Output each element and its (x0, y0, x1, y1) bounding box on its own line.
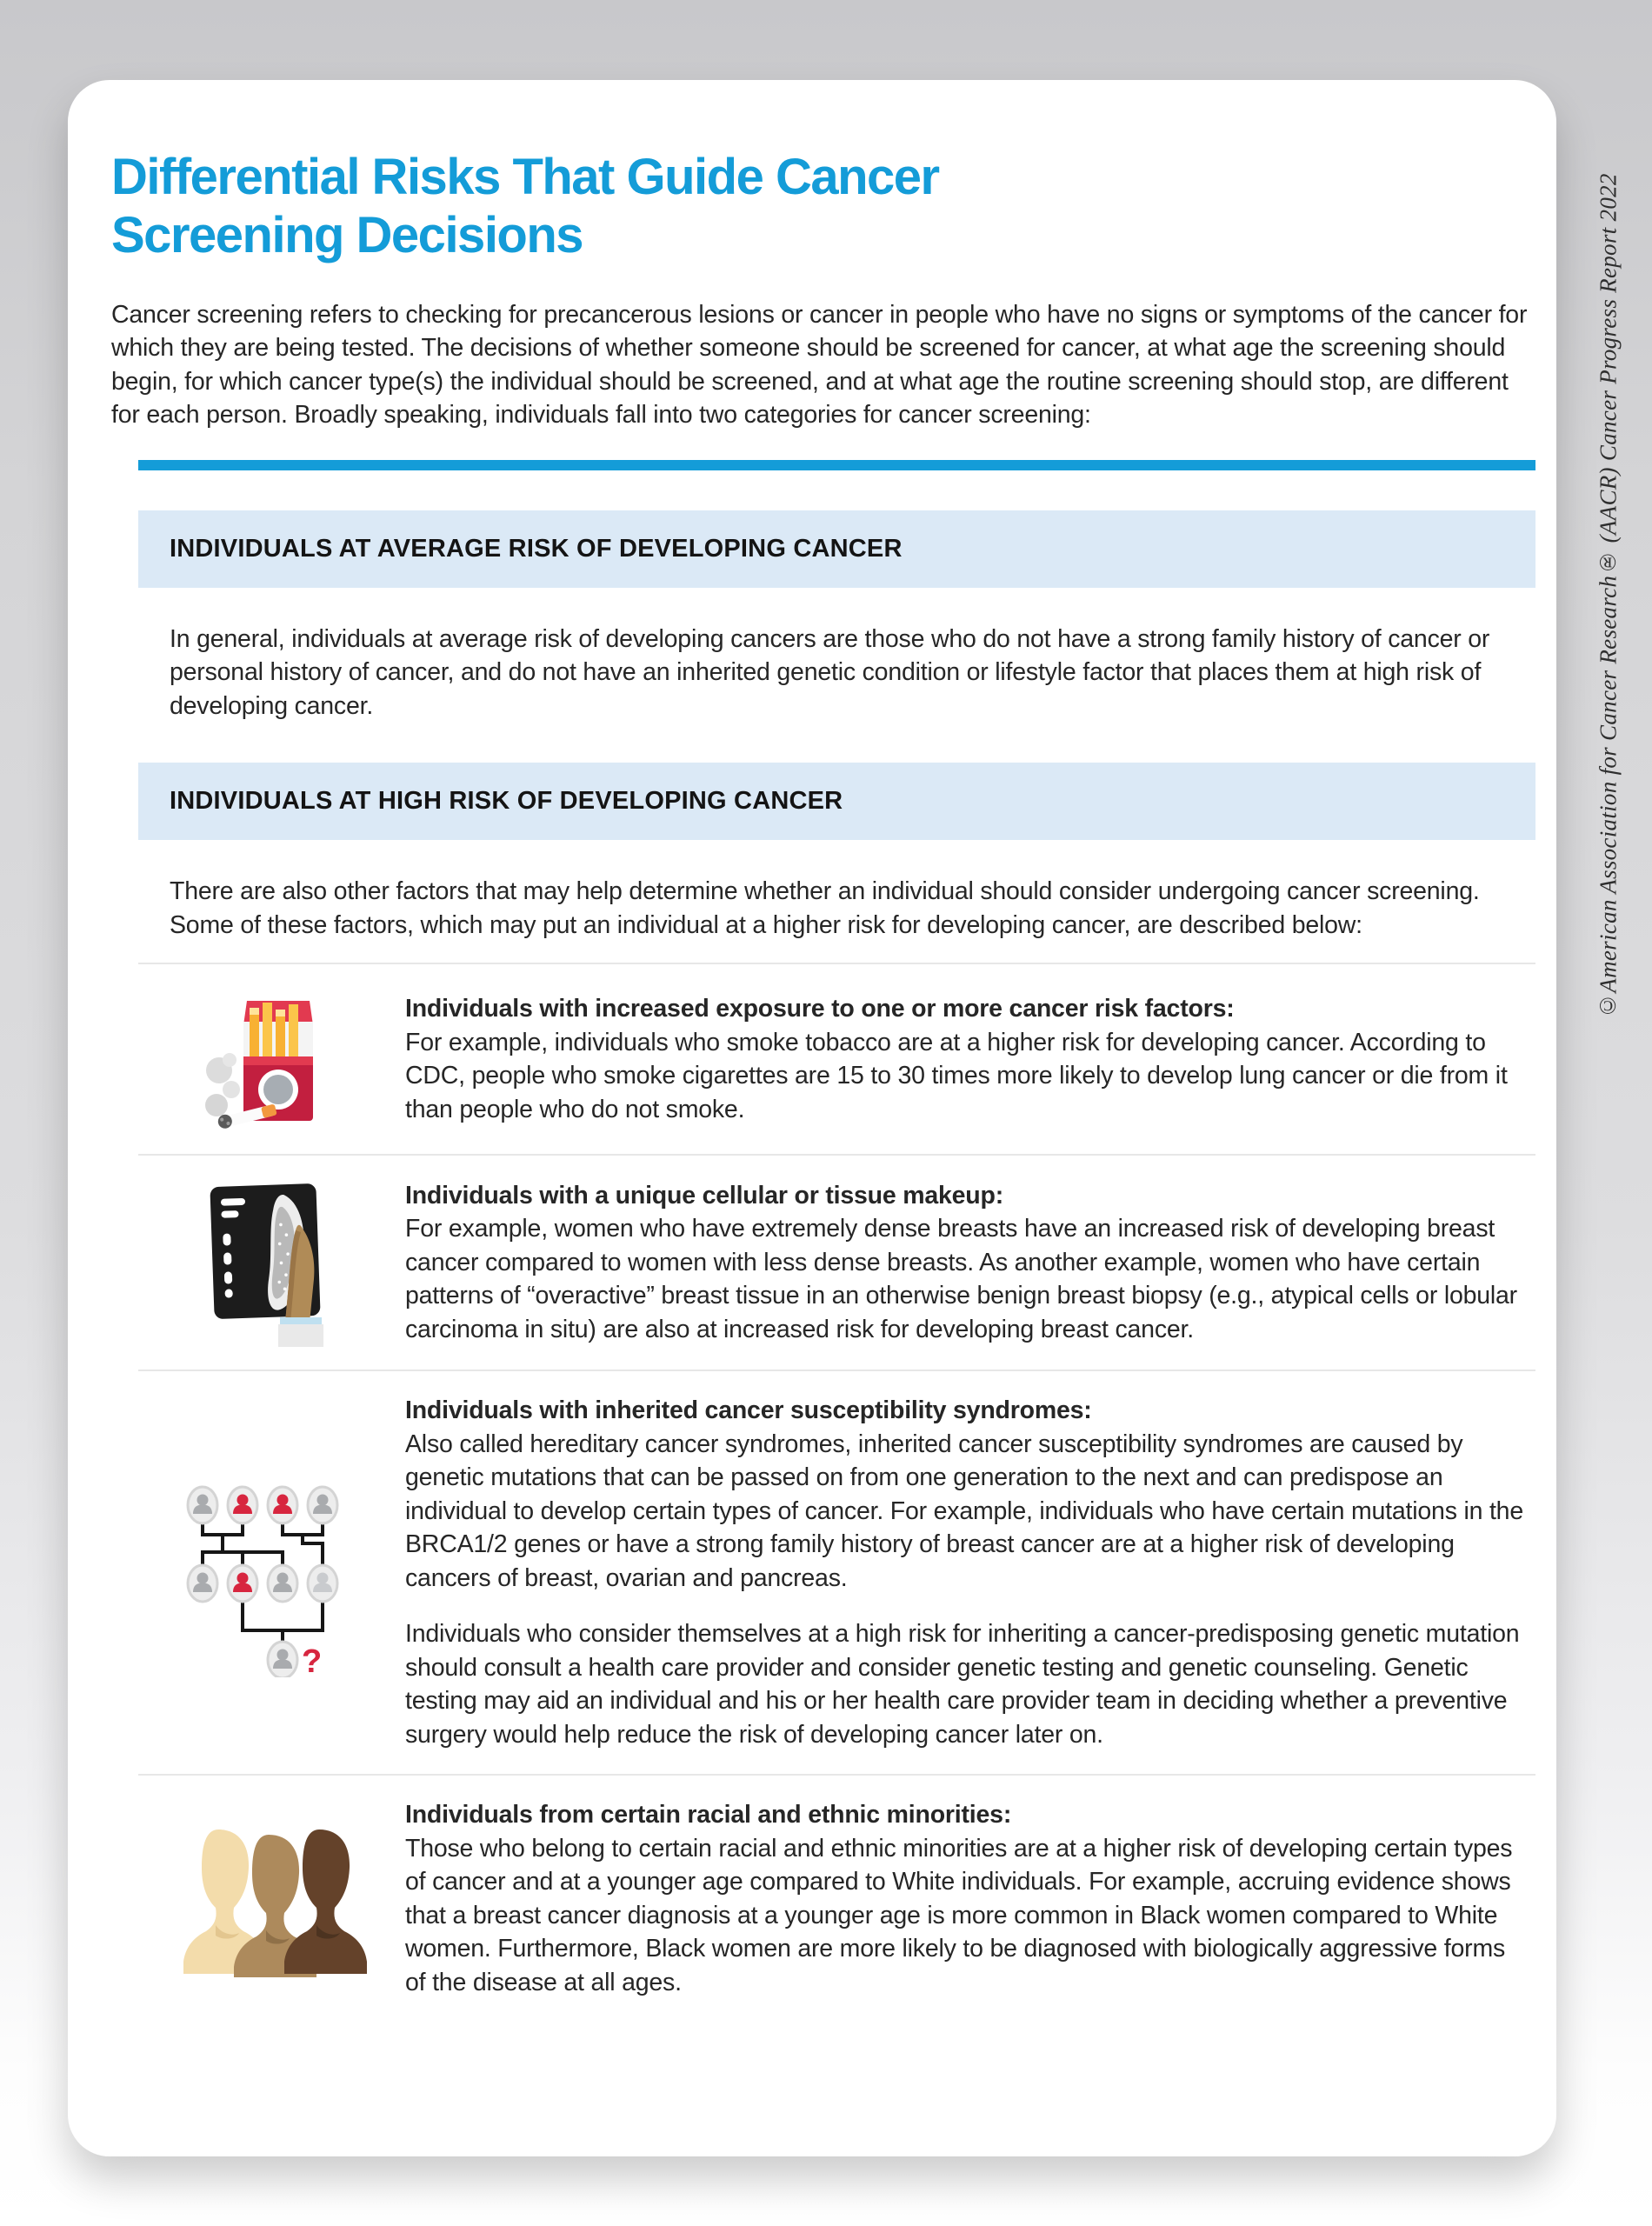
risk-factor-paragraph: Also called hereditary cancer syndromes, inherited cancer susceptibility syndromes are caused by genetic mutations that can be passed on from one generation to the next and can predispose an individual to develop certain types of cancer. For example, individuals who have certain mutations in the BRCA1/2 genes or have a strong family history of breast cancer are at a higher risk of developing cancers of breast, ovarian and pancreas. (405, 1430, 1523, 1592)
risk-factor-item-tissue (138, 1154, 1535, 1370)
risk-factor-item-smoking (138, 963, 1535, 1154)
svg-text:?: ? (301, 1643, 322, 1677)
risk-factor-paragraph: Those who belong to certain racial and ethnic minorities are at a higher risk of developing certain types of cancer and at a younger age compared to White individuals. For example, accruing evidence shows that a breast cancer diagnosis at a younger age is more common in Black women compared to White women. Furthermore, Black women are more likely to be diagnosed with biologically aggressive forms of the disease at all ages. (405, 1834, 1513, 1996)
section-divider-rule (138, 460, 1535, 470)
risk-factor-heading: Individuals with increased exposure to one or more cancer risk factors: (405, 995, 1235, 1023)
section-heading-high-risk: INDIVIDUALS AT HIGH RISK OF DEVELOPING CANCER (138, 763, 1535, 840)
risk-factor-text (405, 1394, 1529, 1751)
page-title-line1: Differential Risks That Guide Cancer (111, 149, 939, 205)
risk-factor-heading: Individuals with inherited cancer susceptibility syndromes: (405, 1396, 1092, 1425)
section-heading-average-risk: INDIVIDUALS AT AVERAGE RISK OF DEVELOPING CANCER (138, 510, 1535, 588)
risk-factor-text (405, 1179, 1529, 1347)
risk-factor-paragraph: For example, individuals who smoke tobacco are at a higher risk for developing cancer. According to CDC, people who smoke cigarettes are 15 to 30 times more likely to develop lung cancer or die from it than people who do not smoke. (405, 1028, 1508, 1123)
copyright-sidebar: ©American Association for Cancer Research® (AACR) Cancer Progress Report 2022 (1595, 173, 1622, 1019)
risk-factor-item-inherited (138, 1370, 1535, 1774)
intro-paragraph: Cancer screening refers to checking for precancerous lesions or cancer in people who have no signs or symptoms of the cancer for which they are being tested. The decisions of whether someone should be screened for cancer, at what age the screening should begin, for which cancer type(s) the individual should be screened, and at what age the routine screening should stop, are different for each person. Broadly speaking, individuals fall into two categories for cancer screening: (111, 300, 1528, 430)
diverse-faces-icon (138, 1821, 405, 1977)
report-page-card (68, 80, 1556, 2156)
risk-factor-paragraph: Individuals who consider themselves at a high risk for inheriting a cancer-predisposing genetic mutation should consult a health care provider and consider genetic testing and genetic counseling. Genetic testing may aid an individual and his or her health care provider team in deciding whether a preventive surgery would help reduce the risk of developing cancer later on. (405, 1620, 1520, 1749)
risk-factor-text (405, 1798, 1529, 1999)
mammogram-icon (138, 1178, 405, 1347)
risk-factor-heading: Individuals from certain racial and ethnic minorities: (405, 1801, 1012, 1829)
risk-factor-text (405, 992, 1529, 1126)
section-body-high-risk: There are also other factors that may help determine whether an individual should consider undergoing cancer screening. Some of these factors, which may put an individual at a higher risk for developing cancer, are described below: (170, 877, 1480, 939)
cigarette-pack-icon (138, 987, 405, 1131)
risk-factor-list (138, 963, 1535, 2022)
risk-factor-paragraph: For example, women who have extremely dense breasts have an increased risk of developing breast cancer compared to women with less dense breasts. As another example, women who have certain patterns of “overactive” breast tissue in an otherwise benign breast biopsy (e.g., atypical cells or lobular carcinoma in situ) are also at increased risk for developing breast cancer. (405, 1215, 1517, 1343)
page-title-line2: Screening Decisions (111, 207, 583, 264)
section-body-average-risk: In general, individuals at average risk of developing cancers are those who do not have a strong family history of cancer or personal history of cancer, and do not have an inherited genetic condition or lifestyle factor that places them at high risk of developing cancer. (170, 624, 1490, 720)
risk-factor-heading: Individuals with a unique cellular or tissue makeup: (405, 1181, 1004, 1210)
risk-factor-item-minorities (138, 1774, 1535, 2022)
page-title (111, 148, 1535, 265)
family-tree-icon (138, 1469, 405, 1677)
